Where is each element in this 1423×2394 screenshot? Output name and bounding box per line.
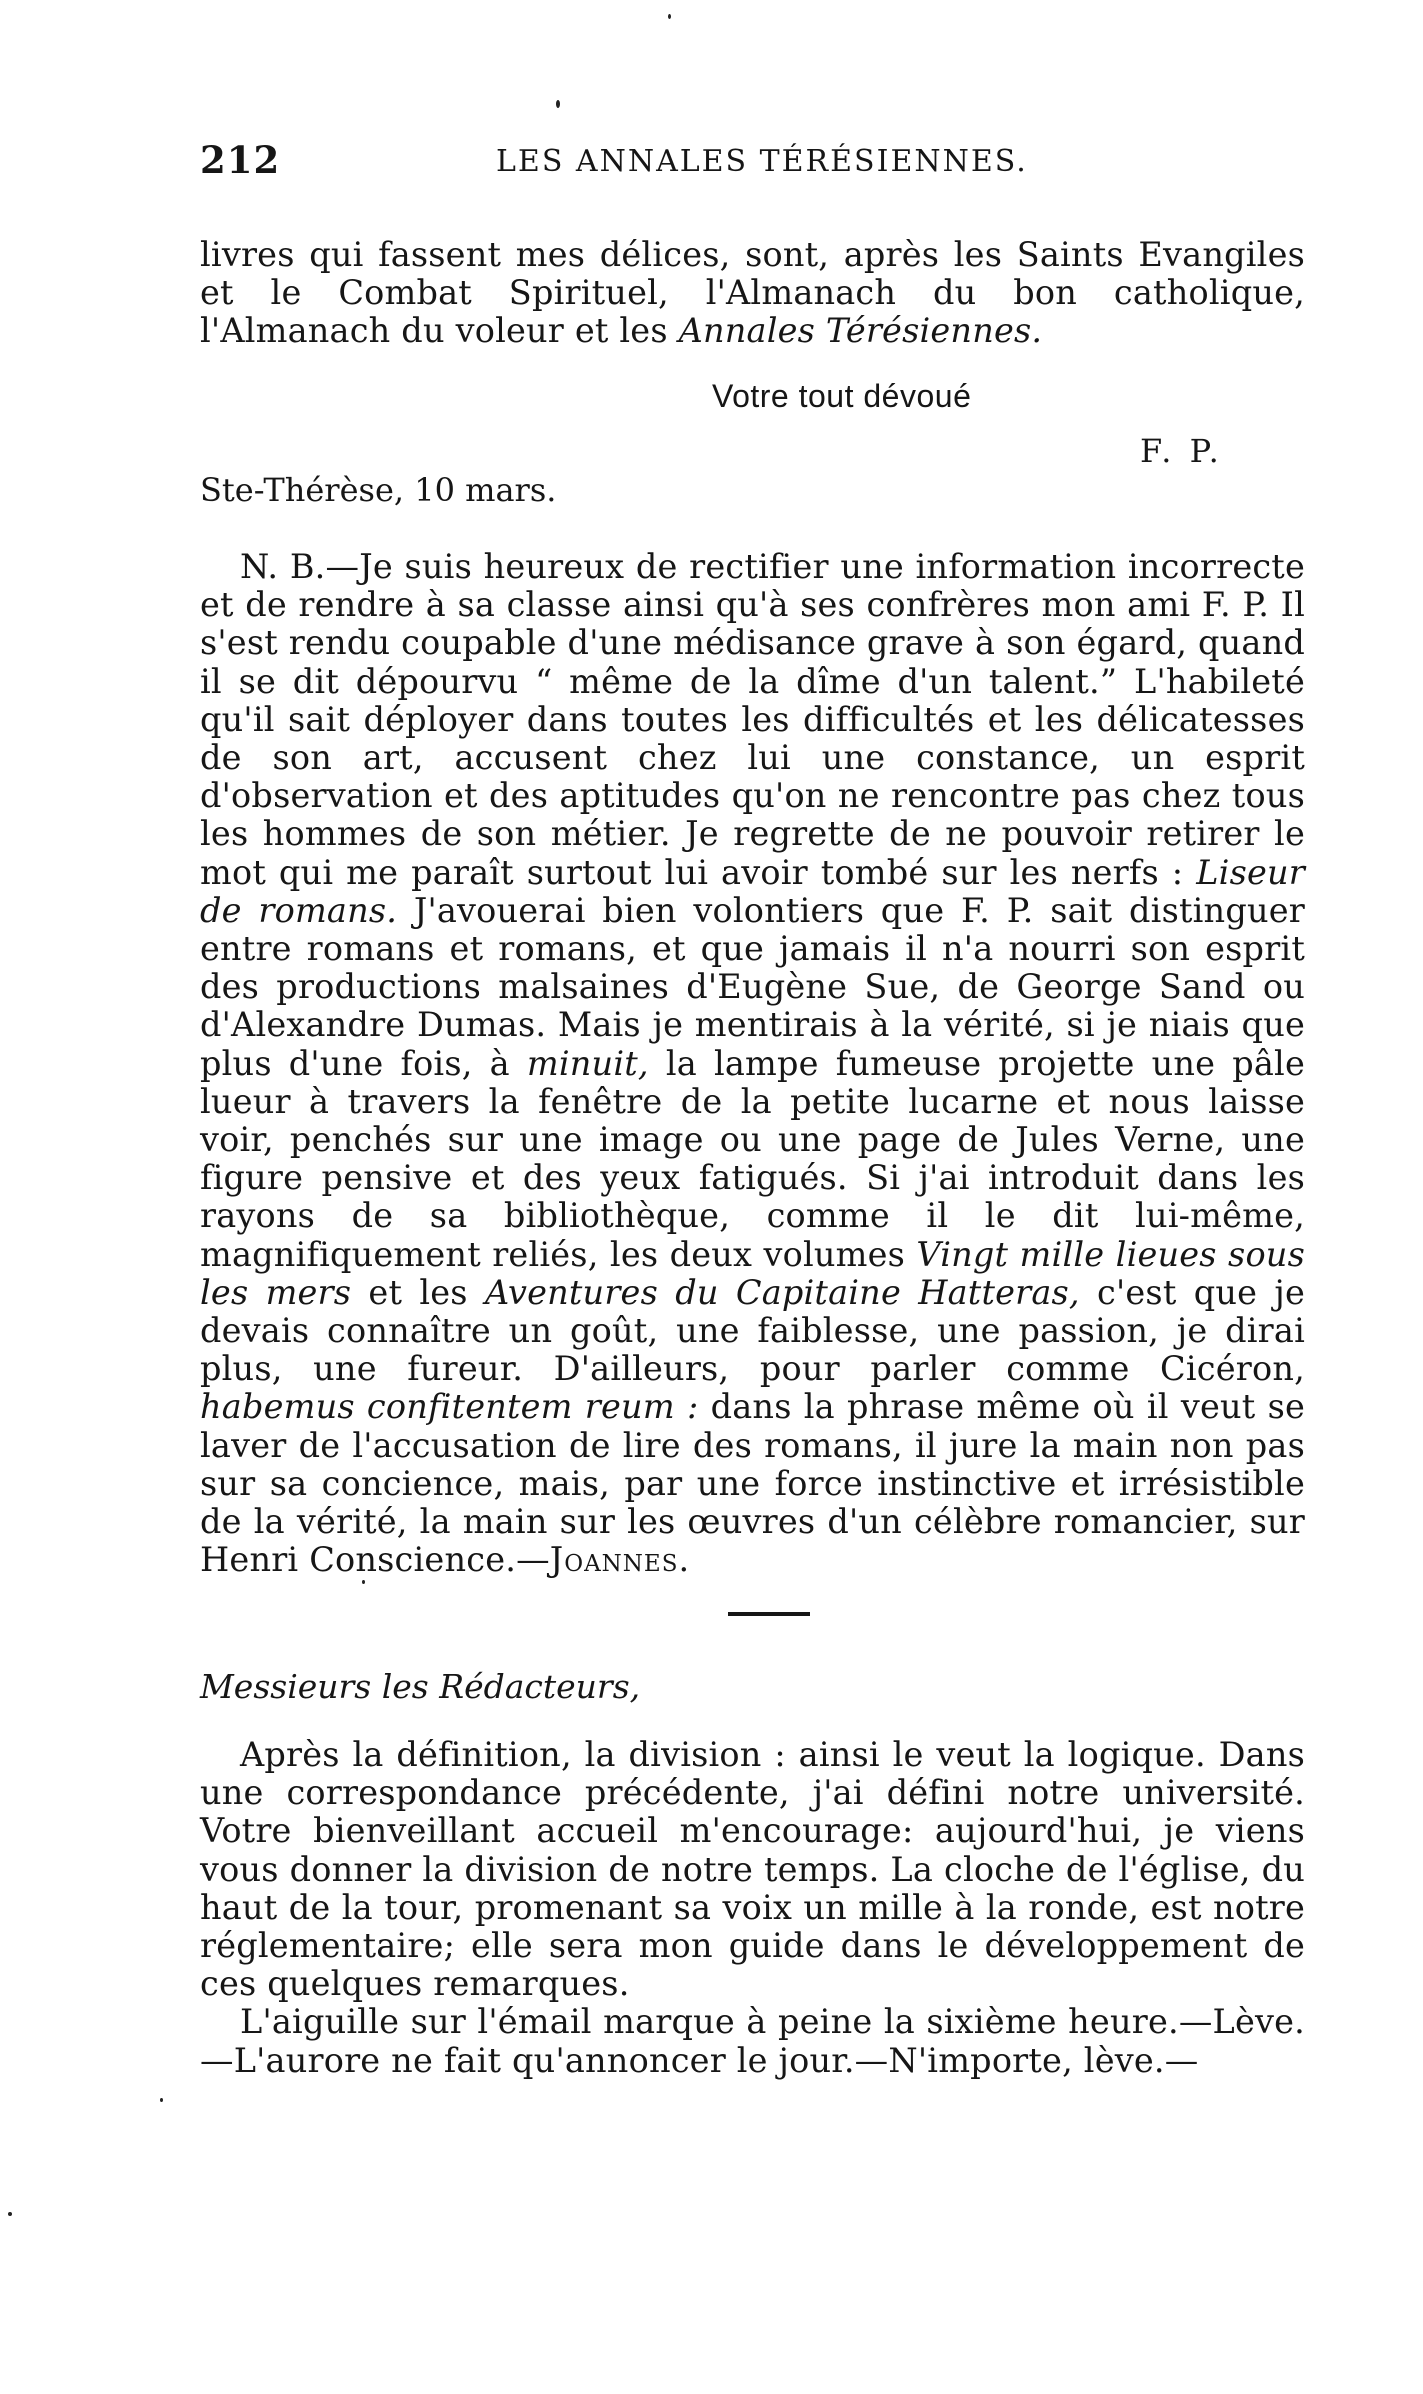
scan-speck [556,100,560,108]
nb-italic: minuit, [526,1043,649,1083]
closing-text: livres qui fassent mes délices, sont, après les Saints Evangiles et le Combat Spirituel, l'Almanach du bon catholique, l'Almanach du voleur et les [200,235,1305,351]
nb-text: dans la phrase même où il veut se laver de l'accusation de lire des romans, il jure la main non pas sur sa concience, mais, par une force instinctive et irrésistible de la vérité, la main sur les œuvres d'un célèbre romancier, sur Henri Conscience.— [200,1387,1305,1580]
nb-paragraph [200,548,1305,1579]
letter2-paragraph: L'aiguille sur l'émail marque à peine la sixième heure.—Lève.—L'aurore ne fait qu'annoncer le jour.—N'importe, lève.— [200,2002,1305,2080]
signature-initials: F. P. [1140,432,1223,470]
salutation: Messieurs les Rédacteurs, [200,1667,641,1706]
letter-closing [200,236,1305,351]
nb-section [200,548,1305,1579]
journal-title: Annales Térésiennes. [678,311,1043,351]
page-number: 212 [200,138,281,182]
nb-italic: Liseur de romans. [200,852,1305,930]
nb-label: N. B. [240,547,326,586]
nb-text: la lampe fumeuse projette une pâle lueur à travers la fenêtre de la petite lucarne et nous laisse voir, penchés sur une image ou une page de Jules Verne, une figure pensive et des yeux fatigués. Si j'ai introduit dans les rayons de sa bibliothèque, comme il le dit lui-même, magnifiquement reliés, les deux volumes [200,1043,1305,1274]
letter2-body [200,1736,1305,2080]
section-divider [728,1612,810,1616]
nb-italic: habemus confitentem reum : [200,1387,699,1427]
signoff: Votre tout dévoué [712,378,972,414]
running-title: LES ANNALES TÉRÉSIENNES. [496,144,1028,179]
closing-paragraph [200,236,1305,351]
nb-signature: Joannes. [549,1540,691,1580]
scan-speck [8,2212,12,2216]
nb-text: c'est que je devais connaître un goût, une faiblesse, une passion, je dirai plus, une fureur. D'ailleurs, pour parler comme Cicéron, [200,1272,1306,1389]
scan-speck [668,14,671,19]
nb-text: J'avouerai bien volontiers que F. P. sait distinguer entre romans et romans, et que jamais il n'a nourri son esprit des productions malsaines d'Eugène Sue, de George Sand ou d'Alexandre Dumas. Mais je mentirais à la vérité, si je niais que plus d'une fois, à [200,890,1305,1083]
letter2-paragraph: Après la définition, la division : ainsi le veut la logique. Dans une correspondance précédente, j'ai défini notre université. Votre bienveillant accueil m'encourage: aujourd'hui, je viens vous donner la division de notre temps. La cloche de l'église, du haut de la tour, promenant sa voix un mille à la ronde, est notre réglementaire; elle sera mon guide dans le développement de ces quelques remarques. [200,1735,1305,2004]
nb-text: et les [368,1272,468,1312]
dateline: Ste-Thérèse, 10 mars. [200,471,557,509]
scan-speck [362,1580,365,1584]
page-header [200,138,1305,188]
scan-speck [160,2098,163,2102]
nb-text: —Je suis heureux de rectifier une information incorrecte et de rendre à sa classe ainsi qu'à ses confrères mon ami F. P. Il s'est rendu coupable d'une médisance grave à son égard, quand il se dit dépourvu “ même de la dîme d'un talent.” L'habileté qu'il sait déployer dans toutes les difficultés et les délicatesses de son art, accusent chez lui une constance, un esprit d'observation et des aptitudes qu'on ne rencontre pas chez tous les hommes de son métier. Je regrette de ne pouvoir retirer le mot qui me paraît surtout lui avoir tombé sur les nerfs : [200,547,1305,892]
nb-italic: Aventures du Capitaine Hatteras, [484,1272,1080,1312]
nb-italic: Vingt mille lieues sous les mers [200,1234,1305,1312]
